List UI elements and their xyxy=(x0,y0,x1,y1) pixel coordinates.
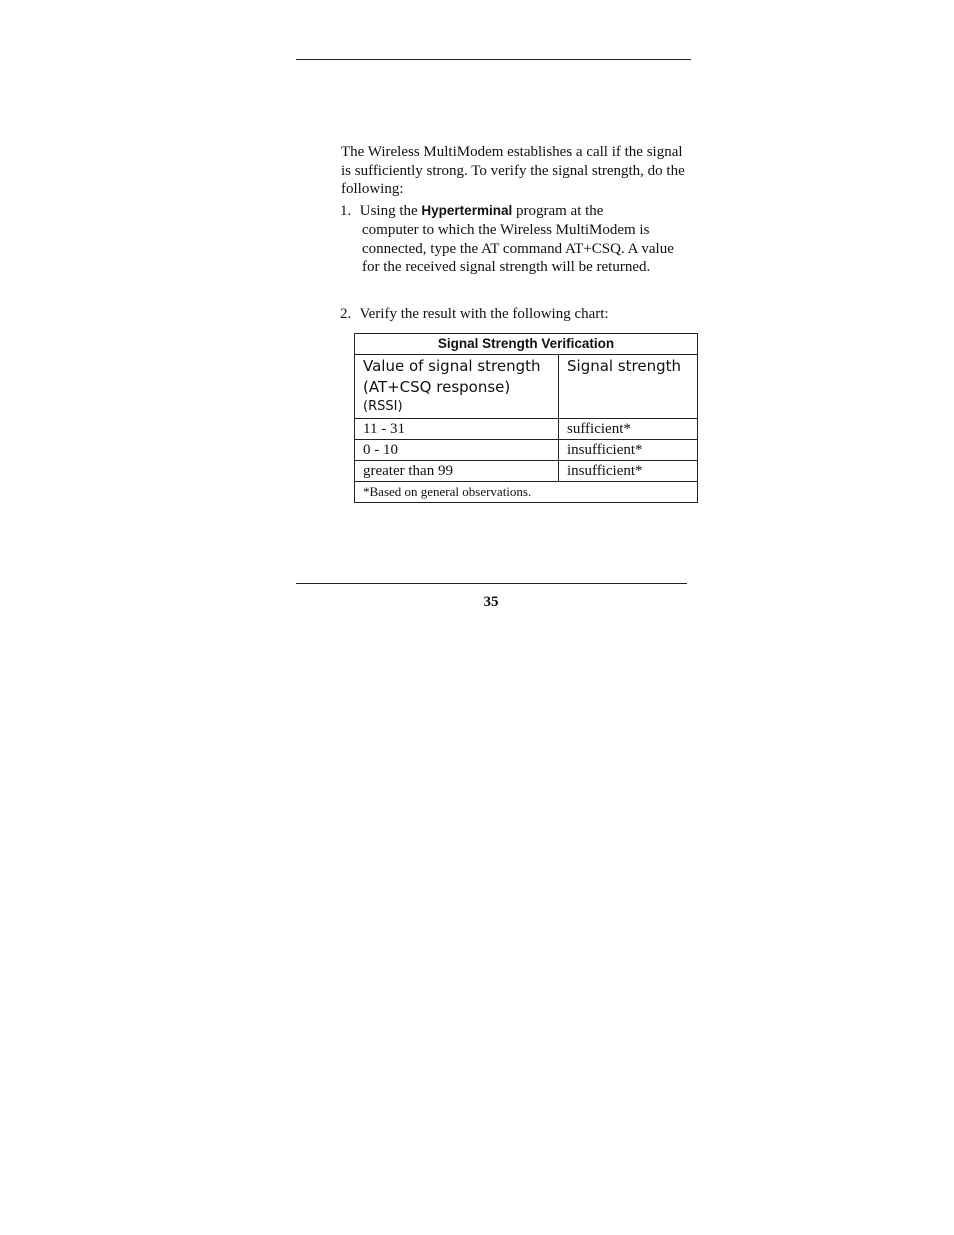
step-1-text-after-inline: program at the xyxy=(515,203,604,219)
table-footnote: *Based on general observations. xyxy=(355,482,698,503)
row-strength: insufficient* xyxy=(559,440,698,461)
header-value-line1: Value of signal strength xyxy=(363,357,541,375)
step-1 xyxy=(340,202,692,221)
row-value: 0 - 10 xyxy=(355,440,559,461)
step-1-text-after: computer to which the Wireless MultiModem is connected, type the AT command AT+CSQ. A value for the received signal strength will be returned. xyxy=(362,221,674,276)
intro-paragraph: The Wireless MultiModem establishes a call if the signal is sufficiently strong. To verify the signal strength, do the following: xyxy=(341,144,685,197)
top-rule xyxy=(296,59,691,60)
page-number: 35 xyxy=(483,594,499,610)
header-value-line3: (RSSI) xyxy=(363,399,403,414)
step-2-text: Verify the result with the following chart: xyxy=(359,306,609,322)
table-row xyxy=(355,440,698,461)
signal-strength-table xyxy=(354,333,698,503)
table-caption: Signal Strength Verification xyxy=(355,334,698,355)
table-row xyxy=(355,461,698,482)
step-1-text-before: Using the xyxy=(359,203,418,219)
bottom-rule xyxy=(296,583,687,584)
step-1-number: 1. xyxy=(340,203,352,219)
header-value-cell xyxy=(355,355,559,419)
table-row xyxy=(355,419,698,440)
table-footnote-row xyxy=(355,482,698,503)
row-strength: insufficient* xyxy=(559,461,698,482)
header-strength-cell: Signal strength xyxy=(559,355,698,419)
row-strength: sufficient* xyxy=(559,419,698,440)
header-value-line2: (AT+CSQ response) xyxy=(363,378,511,396)
step-2 xyxy=(340,305,692,324)
program-name: Hyperterminal xyxy=(421,203,513,218)
row-value: greater than 99 xyxy=(355,461,559,482)
row-value: 11 - 31 xyxy=(355,419,559,440)
table-header-row xyxy=(355,355,698,419)
step-2-number: 2. xyxy=(340,306,352,322)
step-1-continuation xyxy=(340,221,692,277)
